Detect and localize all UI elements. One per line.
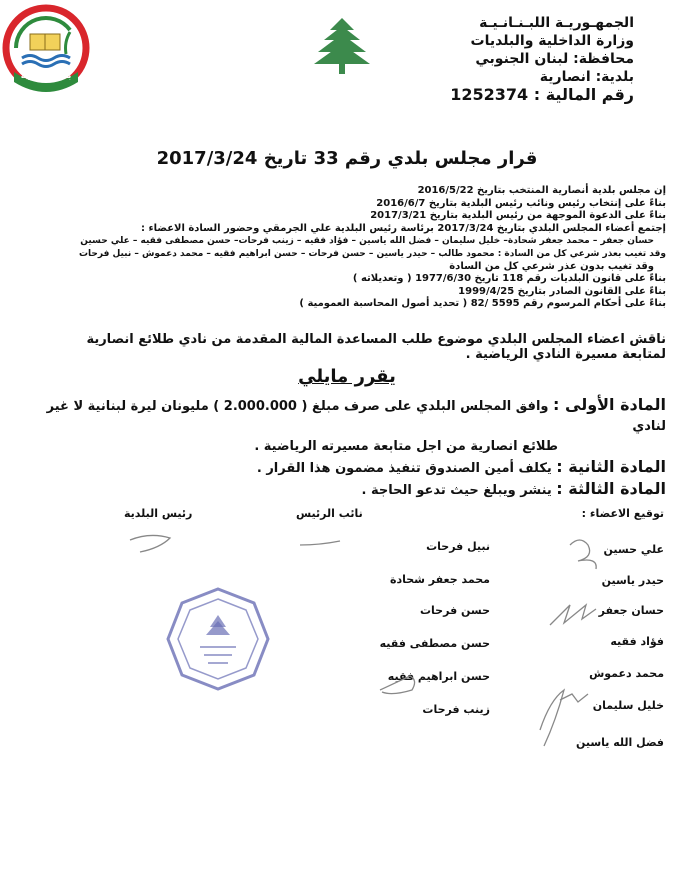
- deputy-heading: نائب الرئيس: [296, 507, 363, 520]
- cedar-tree-icon: [312, 16, 372, 76]
- decision-title: قرار مجلس بلدي رقم 33 تاريخ 2017/3/24: [156, 148, 538, 169]
- signature-mark: [300, 541, 340, 545]
- article-second: [26, 457, 666, 479]
- signature-mark: [560, 694, 588, 702]
- signature-mark: [540, 690, 564, 746]
- basis-line: إن مجلس بلدية أنصارية المنتخب بتاريخ 2016/5/22: [417, 185, 666, 196]
- member-name: محمد دعموش: [589, 667, 664, 680]
- absent-excused-line: وقد تغيب بعذر شرعي كل من السادة : محمود طالب – حيدر ياسين – حسن فرحات – حسن ابراهيم فقيه – محمد دعموش – نبيل فرحات: [78, 248, 666, 259]
- president-heading: رئيس البلدية: [124, 507, 193, 520]
- basis-line: بناءً على إنتخاب رئيس ونائب رئيس البلدية بتاريخ 2016/6/7: [376, 197, 666, 209]
- member-name: زينب فرحات: [422, 703, 490, 716]
- basis-line: إجتمع أعضاء المجلس البلدي بتاريخ 2017/3/24 برئاسة رئيس البلدية علي الجرمقي وحضور السادة الاعضاء :: [141, 222, 666, 234]
- republic-name: الجمهـوريـة اللبـنـانـيـة: [479, 15, 634, 31]
- member-name: علي حسين: [603, 543, 664, 556]
- article-label: المادة الثانية :: [556, 457, 666, 476]
- header-block: [394, 14, 634, 104]
- article-label: المادة الثالثة :: [556, 479, 666, 498]
- municipality-name: بلدية: انصارية: [539, 69, 634, 85]
- article-third: [26, 479, 666, 501]
- signature-mark: [130, 535, 170, 552]
- basis-line: بناءً على قانون البلديات رقم 118 تاريخ 1977/6/30 ( وتعديلاته ): [352, 273, 666, 285]
- official-stamp-icon: [164, 585, 272, 693]
- municipality-logo-icon: [0, 2, 92, 94]
- absent-unexcused-line: وقد تغيب بدون عذر شرعي كل من السادة: [449, 260, 654, 272]
- basis-line: بناءً على الدعوة الموجهة من رئيس البلدية بتاريخ 2017/3/21: [370, 210, 666, 222]
- member-name: حسن ابراهيم فقيه: [387, 670, 490, 683]
- article-text: ينشر ويبلغ حيث تدعو الحاجة .: [361, 483, 552, 498]
- logo-caption: بلدية أنصارية: [20, 71, 72, 80]
- decides-heading: يقرر مايلي: [298, 366, 396, 387]
- article-text: يكلف أمين الصندوق تنفيذ مضمون هذا القرار .: [256, 461, 552, 476]
- member-name: حسان جعفر: [598, 604, 664, 617]
- members-signature-heading: توقيع الاعضاء :: [581, 507, 664, 520]
- governorate-name: محافظة: لبنان الجنوبي: [475, 51, 634, 67]
- member-name: فؤاد فقيه: [610, 635, 664, 648]
- attendees-line: حسان جعفر – محمد جعفر شحادة– خليل سليمان – فضل الله ياسين – فؤاد فقيه – زينب فرحات– حسن مصطفى فقيه – علي حسين: [80, 236, 654, 247]
- member-name: فضل الله ياسين: [575, 736, 664, 749]
- article-first: [26, 395, 666, 437]
- decision-basis: [78, 185, 666, 311]
- member-name: حسن فرحات: [419, 604, 490, 617]
- member-name: نبيل فرحات: [426, 540, 490, 553]
- articles-block: [26, 395, 666, 501]
- discussion-text: ناقش اعضاء المجلس البلدي موضوع طلب المساعدة المالية المقدمة من نادي طلائع انصارية لمتابعة مسيرة النادي الرياضية .: [86, 332, 666, 362]
- member-name: محمد جعفر شحادة: [389, 573, 490, 586]
- member-name: خليل سليمان: [592, 699, 664, 712]
- article-continuation: طلائع انصارية من اجل متابعة مسيرته الرياضية .: [254, 439, 558, 454]
- basis-line: بناءً على القانون الصادر بتاريخ 1999/4/25: [458, 285, 666, 297]
- ministry-name: وزارة الداخلية والبلديات: [470, 33, 634, 49]
- signature-mark: [550, 605, 596, 625]
- member-name: حسن مصطفى فقيه: [379, 637, 490, 650]
- article-text: وافق المجلس البلدي على صرف مبلغ ( 2.000.000 ) مليونان ليرة لبنانية لا غير لنادي: [46, 399, 666, 434]
- member-name: حيدر ياسين: [601, 574, 664, 587]
- article-label: المادة الأولى :: [553, 395, 666, 414]
- signature-mark: [570, 540, 596, 569]
- financial-number: رقم المالية : 1252374: [450, 85, 634, 104]
- basis-line: بناءً على أحكام المرسوم رقم 5595 /82 ( تحديد أصول المحاسبة العمومية ): [299, 298, 666, 310]
